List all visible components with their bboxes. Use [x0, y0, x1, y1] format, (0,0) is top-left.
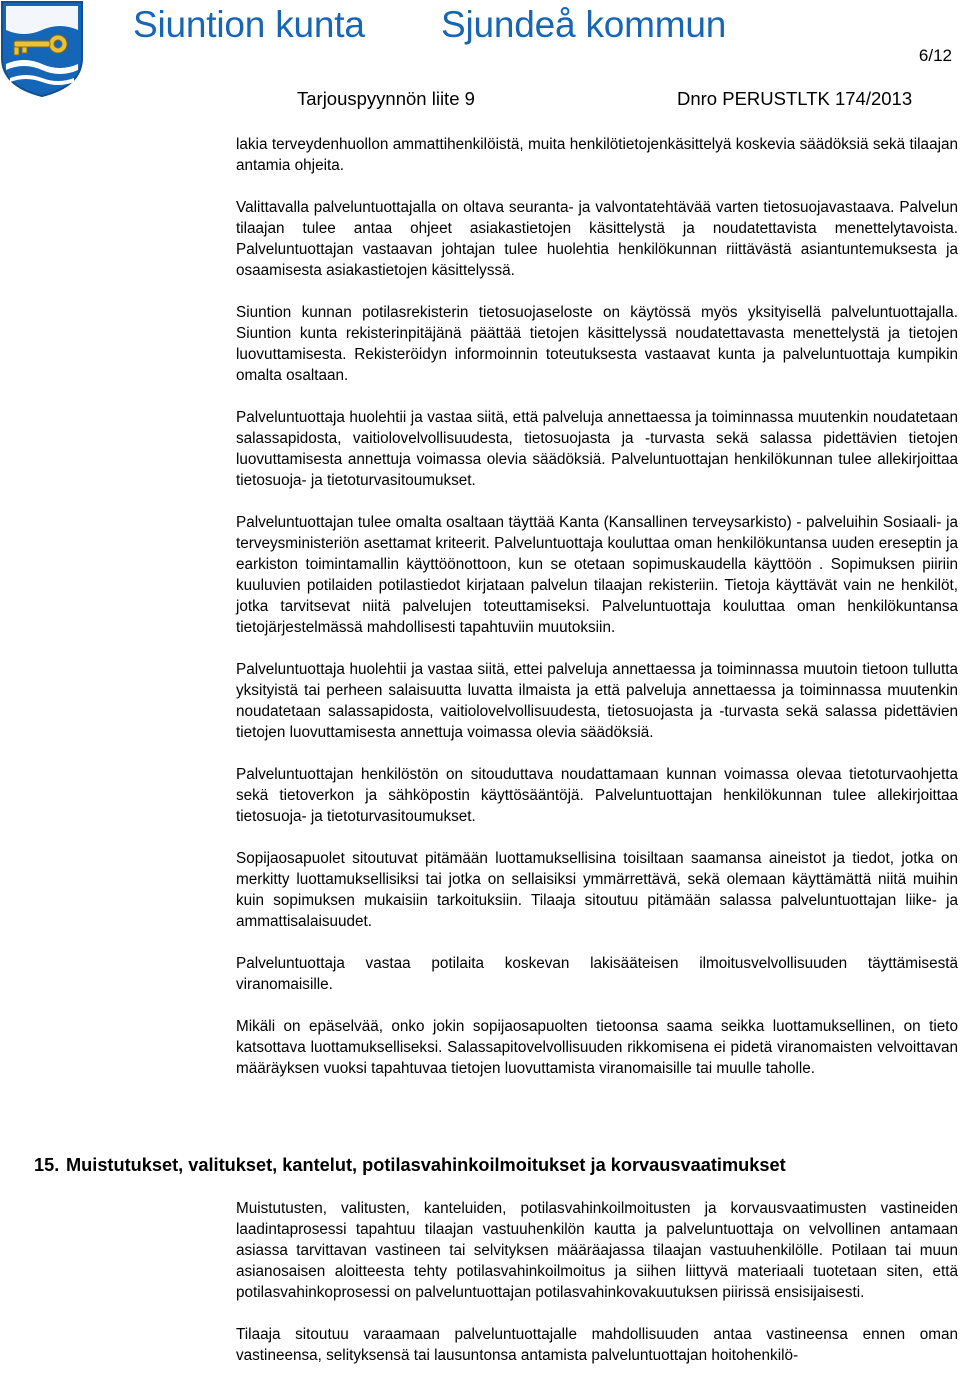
section-number: 15. [34, 1155, 60, 1175]
page-number: 6/12 [918, 46, 952, 65]
paragraph: Valittavalla palveluntuottajalla on oltava seuranta- ja valvontatehtävää varten tietosuojavastaava. Palvelun tilaajan tulee antaa ohjeet asiakastietojen käsittelystä ja noudatettavista menettelytavoista. Palveluntuottajan vastaavan johtajan tulee huolehtia henkilökunnan riittävästä asiantuntemuksesta ja osaamisesta asiakastietojen käsittelyssä. [236, 199, 958, 279]
section-heading [34, 1155, 786, 1176]
paragraph: Palveluntuottaja huolehtii ja vastaa siitä, ettei palveluja annettaessa ja toiminnassa muutoin tietoon tullutta yksityistä tai perheen salaisuutta luvatta ilmaista ja että palveluja annettaessa ja toiminnassa muutenkin noudatetaan salassapidosta, vaitiolovelvollisuudesta, tietosuojasta ja -turvasta sekä salassa pidettävien tietojen luovuttamisesta annettuja voimassa olevia säädöksiä. [236, 661, 958, 741]
paragraph: Muistutusten, valitusten, kanteluiden, potilasvahinkoilmoitusten ja korvausvaatimusten vastineiden laadintaprosessi tapahtuu tilaajan vastuuhenkilön kautta ja palveluntuottaja on velvollinen antamaan asiassa tarvittavan vastineen tai selvityksen määräajassa tilaajan vastuuhenkilölle. Potilaan tai muun asianosaisen aloitteesta tehty potilasvahinkoilmoitus ja siihen liittyvä materiaali tuotetaan siten, että potilasvahinkoprosessi on palveluntuottajan potilasvahinkovakuutuksen piirissä ensisijaisesti. [236, 1200, 958, 1301]
document-title: Tarjouspyynnön liite 9 [297, 88, 475, 109]
paragraph: Mikäli on epäselvää, onko jokin sopijaosapuolten tietoonsa saama seikka luottamuksellinen, on tieto katsottava luottamukselliseksi. Salassapitovelvollisuuden rikkomisena ei pidetä viranomaisten velvoittavan määräyksen vuoksi tapahtuvaa tietojen luovuttamista viranomaisille tai muulle taholle. [236, 1018, 958, 1077]
paragraph: Tilaaja sitoutuu varaamaan palveluntuottajalle mahdollisuuden antaa vastineensa ennen oman vastineensa, selityksensä tai lausuntonsa antamista palveluntuottajan hoitohenkilö- [236, 1326, 958, 1364]
org-name-finnish: Siuntion kunta [133, 4, 365, 45]
municipal-crest-logo [0, 0, 84, 98]
document-body [236, 134, 958, 1079]
org-name-swedish: Sjundeå kommun [441, 4, 727, 45]
paragraph: lakia terveydenhuollon ammattihenkilöistä, muita henkilötietojenkäsittelyä koskevia säädöksiä sekä tilaajan antamia ohjeita. [236, 136, 958, 174]
paragraph: Palveluntuottaja huolehtii ja vastaa siitä, että palveluja annettaessa ja toiminnassa muutenkin noudatetaan salassapidosta, vaitiolovelvollisuudesta, tietosuojasta ja -turvasta sekä salassa pidettävien tietojen luovuttamisesta annettuja voimassa olevia säädöksiä. Palveluntuottajan henkilökunnan tulee allekirjoittaa tietosuoja- ja tietoturvasitoumukset. [236, 409, 958, 489]
paragraph: Palveluntuottajan henkilöstön on sitouduttava noudattamaan kunnan voimassa olevaa tietoturvaohjetta sekä tietoverkon ja sähköpostin käyttösääntöjä. Palveluntuottajan henkilökunnan tulee allekirjoittaa tietosuoja- ja tietoturvasitoumukset. [236, 766, 958, 825]
paragraph: Palveluntuottaja vastaa potilaita koskevan lakisääteisen ilmoitusvelvollisuuden täyttämisestä viranomaisille. [236, 955, 958, 993]
section-body [236, 1198, 958, 1366]
paragraph: Sopijaosapuolet sitoutuvat pitämään luottamuksellisina toisiltaan saamansa aineistot ja tiedot, jotka on merkitty luottamuksellisiksi tai jotka on sellaisiksi ymmärrettävä, sekä olemaan käyttämättä niitä muihin kuin sopimuksen mukaisiin tarkoituksiin. Tilaaja sitoutuu pitämään salassa palveluntuottajan liike- ja ammattisalaisuudet. [236, 850, 958, 930]
document-reference: Dnro PERUSTLTK 174/2013 [677, 88, 913, 109]
paragraph: Siuntion kunnan potilasrekisterin tietosuojaseloste on käytössä myös yksityisellä palveluntuottajalla. Siuntion kunta rekisterinpitäjänä päättää tietojen käsittelyssä noudatettavasta menettelystä ja tietojen luovuttamisesta. Rekisteröidyn informoinnin toteutuksesta vastaavat kunta ja palveluntuottaja kumpikin omalta osaltaan. [236, 304, 958, 384]
section-title: Muistutukset, valitukset, kantelut, potilasvahinkoilmoitukset ja korvausvaatimukset [66, 1155, 786, 1175]
paragraph: Palveluntuottajan tulee omalta osaltaan täyttää Kanta (Kansallinen terveysarkisto) - palveluihin Sosiaali- ja terveysministeriön asettamat kriteerit. Palveluntuottaja kouluttaa oman henkilökuntansa uuden ereseptin ja earkiston toimintamallin käyttöönottoon, kun se otetaan sopimuskaudella käyttöön . Sopimuksen piiriin kuuluvien potilaiden potilastiedot kirjataan palvelun tilaajan rekisteriin. Tietoja käyttävät vain ne henkilöt, jotka tarvitsevat niitä palvelujen toteuttamiseksi. Palveluntuottaja kouluttaa oman henkilökuntansa tietojärjestelmässä mahdollisesti tapahtuviin muutoksiin. [236, 514, 958, 636]
